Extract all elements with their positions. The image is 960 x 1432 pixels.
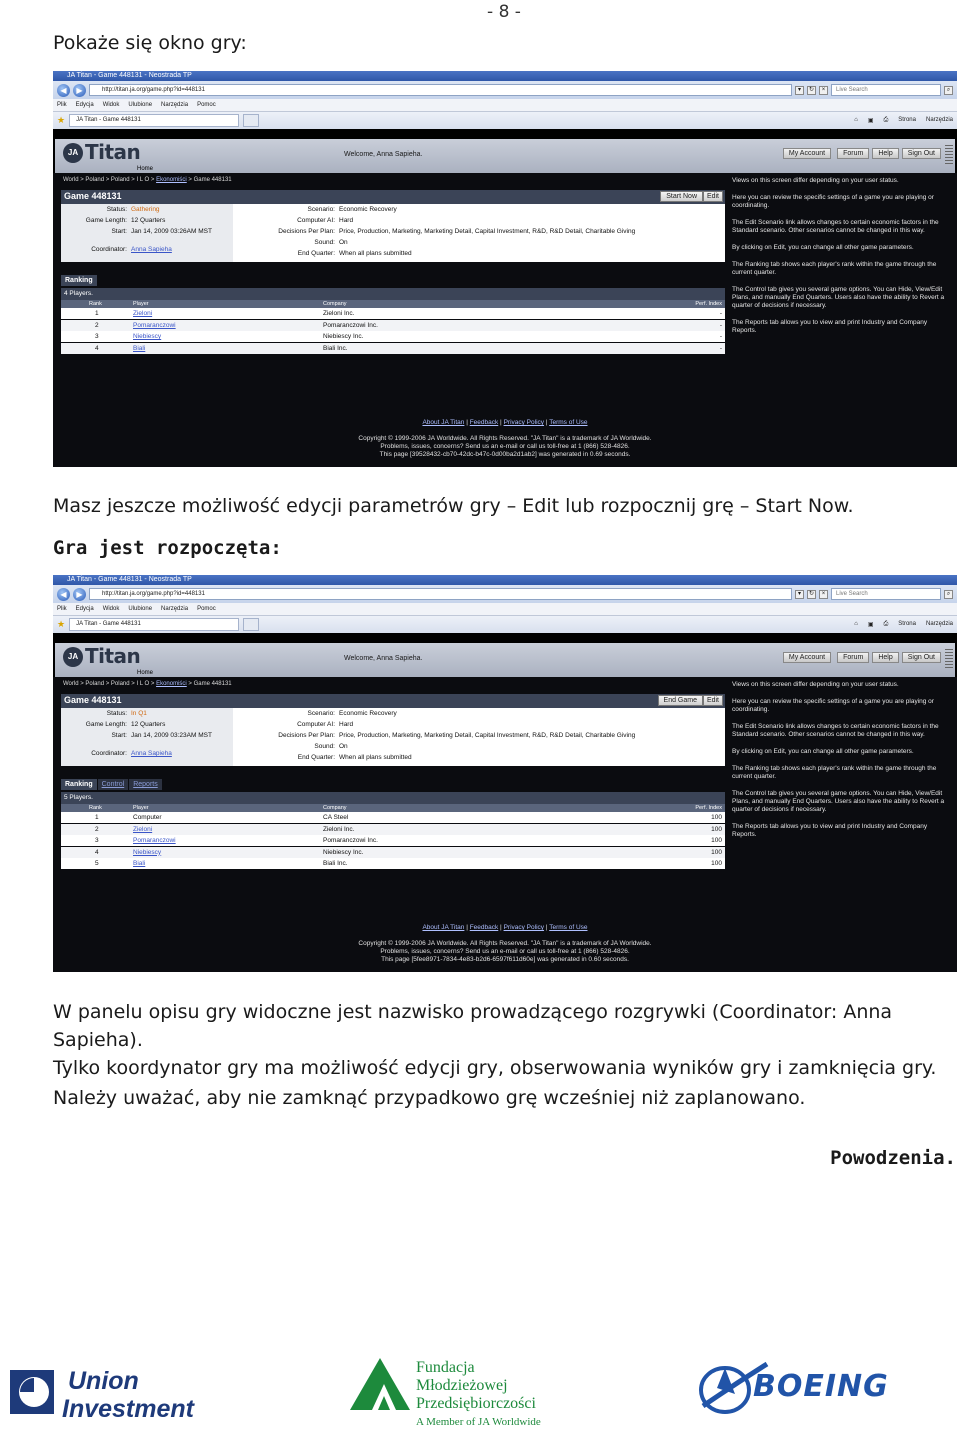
union-investment-logo [6,1362,238,1422]
print-icon[interactable]: ⎙ [883,621,889,627]
breadcrumb-current: > Game 448131 [186,681,232,687]
rank-cell: 3 [95,333,99,340]
game-length-value: 12 Quarters [131,217,166,224]
menu-item[interactable]: Edycja [75,606,94,612]
label-computer-ai: Computer AI: [297,721,335,728]
browser-title: JA Titan - Game 448131 - Neostrada TP [53,575,957,585]
closing-text: Powodzenia. [830,1147,956,1169]
company-cell: Biali Inc. [323,344,348,352]
panel-text: W panelu opisu gry widoczne jest nazwisko prowadzącego rozgrywki (Coordinator: Anna Sapieha). [53,1001,893,1051]
status-value: In Q1 [131,710,147,717]
perf-index-cell: 100 [711,837,722,844]
fund-member: A Member of JA Worldwide [416,1416,541,1428]
players-count: 4 Players. [61,288,725,300]
help-paragraph: Here you can review the specific settings of a game you are playing or coordinating. [732,194,934,209]
player-link[interactable]: Zieloni [133,825,153,833]
table-row[interactable] [61,320,725,331]
address-bar [53,81,957,99]
welcome-text: Welcome, Anna Sapieha. [344,655,423,662]
help-paragraph: By clicking on Edit, you can change all other game parameters. [732,244,914,251]
start-now-button[interactable]: Start Now [660,191,703,202]
table-row[interactable] [61,331,725,342]
table-row[interactable] [61,812,725,823]
ranking-tabs [61,275,97,286]
label-status: Status: [106,206,127,213]
company-cell: Pomaranczowi Inc. [323,837,378,844]
status-value: Gathering [131,206,160,213]
fund-line-1: Fundacja [416,1359,475,1376]
label-start: Start: [111,732,127,739]
label-decisions: Decisions Per Plan: [278,732,335,739]
search-input[interactable]: Live Search [831,588,941,600]
column-header: Company [323,805,347,811]
feeds-icon[interactable]: ▣ [867,118,874,124]
breadcrumb-path: World > Poland > Poland > I L O > [63,681,157,687]
footer-separator: | [464,419,470,426]
company-cell: Niebiescy Inc. [323,848,364,856]
label-end-quarter: End Quarter: [297,250,335,257]
perf-index-cell: 100 [711,848,722,856]
sound-value: On [339,743,348,750]
mid-text: Masz jeszcze możliwość edycji parametrów gry – Edit lub rozpocznij grę – Start Now. [53,495,854,517]
column-header: Perf. Index [695,805,722,811]
rank-cell: 5 [95,860,99,867]
page-footer [53,419,957,459]
screenshot-game-started [53,575,957,972]
header-buttons [783,148,941,159]
forum-button[interactable]: Forum [837,652,869,663]
back-icon[interactable]: ◀ [57,588,70,601]
address-bar [53,585,957,603]
label-sound: Sound: [314,239,335,246]
boeing-word: BOEING [753,1369,889,1404]
end-game-button[interactable]: End Game [658,695,703,706]
label-sound: Sound: [314,743,335,750]
perf-index-cell: - [719,333,722,340]
end-quarter-value: When all plans submitted [339,754,412,761]
player-link: Computer [133,814,162,821]
computer-ai-value: Hard [339,721,354,728]
column-header: Perf. Index [695,301,722,307]
browser-tab[interactable]: JA Titan - Game 448131 [69,114,239,127]
forum-button[interactable]: Forum [837,148,869,159]
decisions-value: Price, Production, Marketing, Marketing Detail, Capital Investment, R&D, R&D Detail, Charitable Giving [339,732,636,739]
game-info-panel [61,708,725,766]
label-computer-ai: Computer AI: [297,217,335,224]
player-link[interactable]: Zieloni [133,310,153,317]
browser-tabs [53,112,957,129]
footer-separator: | [544,924,550,931]
footer-link[interactable]: About JA Titan [422,419,465,426]
help-paragraph: The Control tab gives you several game options. You can Hide, View/Edit Plans, and manually End Quarters. Users also have the ability to Revert a quarter of decisions if necessary. [732,286,945,309]
url-input[interactable]: http://titan.ja.org/game.php?id=448131 [89,588,792,600]
titan-header [55,643,955,677]
breadcrumb-link[interactable]: Ekonomiści [156,681,187,687]
game-started-heading: Gra jest rozpoczęta: [53,537,282,559]
scroll-grip-icon[interactable] [945,649,953,669]
fund-line-2: Młodzieżowej [416,1377,508,1394]
menu-item[interactable]: Edycja [75,102,94,108]
rank-cell: 4 [95,848,99,856]
tab-ranking[interactable]: Ranking [61,779,97,790]
help-paragraph: The Ranking tab shows each player's rank within the game through the current quarter. [732,765,937,780]
new-tab-button[interactable] [243,114,259,127]
label-end-quarter: End Quarter: [297,754,335,761]
menu-item[interactable]: Plik [57,102,67,108]
welcome-text: Welcome, Anna Sapieha. [344,151,423,158]
label-scenario: Scenario: [307,206,335,213]
ranking-header [61,804,725,812]
tools-menu[interactable]: Narzędzia [925,621,953,627]
label-status: Status: [106,710,127,717]
help-paragraph: Views on this screen differ depending on your user status. [732,681,899,688]
table-row[interactable] [61,343,725,354]
stop-icon[interactable]: × [819,86,828,95]
breadcrumb [63,177,232,183]
computer-ai-value: Hard [339,217,354,224]
label-game-length: Game Length: [85,721,127,728]
home-icon[interactable]: ⌂ [854,117,858,123]
menu-item[interactable]: Widok [102,606,120,612]
titan-main [53,173,957,467]
edit-button[interactable]: Edit [703,695,723,706]
column-header: Rank [89,805,102,811]
company-cell: Zieloni Inc. [323,825,355,833]
game-bar [61,190,725,204]
footer-separator: | [498,419,504,426]
rank-cell: 1 [95,310,99,317]
search-icon[interactable]: ⌕ [944,590,953,599]
sign-out-button[interactable]: Sign Out [902,148,941,159]
label-decisions: Decisions Per Plan: [278,228,335,235]
titan-logo[interactable] [63,140,155,172]
menu-item[interactable]: Plik [57,606,67,612]
stop-icon[interactable]: × [819,590,828,599]
column-header: Player [133,301,149,307]
ja-logo-circle: JA [63,143,83,163]
fundacja-emblem [350,1356,565,1428]
help-paragraph: Here you can review the specific settings of a game you are playing or coordinating. [732,698,934,713]
forward-icon[interactable]: ▶ [73,84,86,97]
fund-line-3: Przedsiębiorczości [416,1395,536,1412]
table-row[interactable] [61,824,725,835]
help-button[interactable]: Help [872,652,898,663]
my-account-button[interactable]: My Account [783,652,831,663]
help-sidebar [732,681,947,848]
help-paragraph: The Edit Scenario link allows changes to certain economic factors in the Standard scenario. Other scenarios cannot be changed in this way. [732,219,939,234]
tab-reports[interactable]: Reports [129,779,162,790]
end-quarter-value: When all plans submitted [339,250,412,257]
help-paragraph: By clicking on Edit, you can change all other game parameters. [732,748,914,755]
company-cell: CA Steel [323,814,349,821]
footer-link[interactable]: Feedback [469,924,499,931]
refresh-icon[interactable]: ↻ [808,590,815,597]
investment-word: Investment [62,1395,194,1422]
home-link[interactable]: Home [137,670,154,676]
titan-header [55,139,955,173]
menu-item[interactable]: Ulubione [128,102,153,108]
page-menu[interactable]: Strona [898,117,916,123]
label-coordinator: Coordinator: [91,750,127,757]
help-paragraph: The Reports tab allows you to view and print Industry and Company Reports. [732,319,928,334]
favorites-icon[interactable]: ★ [57,619,66,629]
boeing-logo [695,1358,945,1418]
company-cell: Biali Inc. [323,860,348,867]
menu-item[interactable]: Pomoc [197,102,216,108]
intro-text: Pokaże się okno gry: [53,32,247,54]
footer-link[interactable]: About JA Titan [422,924,465,931]
footer-separator: | [464,924,470,931]
boeing-emblem [695,1358,945,1418]
my-account-button[interactable]: My Account [783,148,831,159]
help-sidebar [732,177,947,344]
help-paragraph: Views on this screen differ depending on your user status. [732,177,899,184]
help-paragraph: The Reports tab allows you to view and print Industry and Company Reports. [732,823,928,838]
home-icon[interactable]: ⌂ [854,621,858,627]
titan-logo-text: Titan [85,644,141,668]
edit-button[interactable]: Edit [703,191,723,202]
rank-cell: 1 [95,814,99,821]
page-number: - 8 - [487,2,521,22]
feeds-icon[interactable]: ▣ [867,622,874,628]
footer-line: Copyright © 1999-2006 JA Worldwide. All Rights Reserved. "JA Titan" is a trademark of JA Worldwide. [358,940,652,947]
sound-value: On [339,239,348,246]
page-footer [53,924,957,964]
game-title: Game 448131 [64,695,122,705]
scenario-value: Economic Recovery [339,710,397,717]
rank-cell: 2 [95,321,99,329]
game-title: Game 448131 [64,191,122,201]
rank-cell: 2 [95,825,99,833]
forward-icon[interactable]: ▶ [73,588,86,601]
perf-index-cell: - [719,310,722,317]
perf-index-cell: 100 [711,860,722,867]
ja-logo-circle: JA [63,647,83,667]
tab-control[interactable]: Control [98,779,129,790]
table-row[interactable] [61,308,725,319]
titan-main [53,677,957,972]
help-button[interactable]: Help [872,148,898,159]
print-icon[interactable]: ⎙ [883,117,889,123]
search-icon[interactable]: ⌕ [944,86,953,95]
browser-tab[interactable]: JA Titan - Game 448131 [69,618,239,631]
menu-item[interactable]: Pomoc [197,606,216,612]
table-row[interactable] [61,858,725,869]
favorites-icon[interactable]: ★ [57,115,66,125]
player-link[interactable]: Pomaranczowi [133,321,176,329]
footer-link[interactable]: Terms of Use [549,924,588,931]
perf-index-cell: - [719,321,722,329]
menu-item[interactable]: Narzędzia [161,102,189,108]
footer-separator: | [498,924,504,931]
dropdown-icon[interactable]: ▾ [795,590,804,599]
footer-line: Problems, issues, concerns? Send us an e-mail or call us toll-free at 1 (866) 528-4826. [380,443,630,450]
back-icon[interactable]: ◀ [57,84,70,97]
perf-index-cell: 100 [711,825,722,833]
players-count: 5 Players. [61,792,725,804]
home-link[interactable]: Home [137,166,154,172]
company-cell: Zieloni Inc. [323,310,355,317]
browser-toolbar [854,621,953,628]
footer-link[interactable]: Privacy Policy [503,419,545,426]
perf-index-cell: 100 [711,814,722,821]
menu-item[interactable]: Narzędzia [161,606,189,612]
perf-index-cell: - [719,344,722,352]
game-length-value: 12 Quarters [131,721,166,728]
help-paragraph: The Edit Scenario link allows changes to certain economic factors in the Standard scenario. Other scenarios cannot be changed in this way. [732,723,939,738]
browser-toolbar [854,117,953,124]
start-value: Jan 14, 2009 03:26AM MST [131,228,212,235]
screenshot-game-gathering [53,71,957,467]
generated-line: This page [39528432-cb70-42dc-b47c-0d00ba2d1ab2] was generated in 0.69 seconds. [379,451,631,458]
footer-line: Problems, issues, concerns? Send us an e-mail or call us toll-free at 1 (866) 528-4826. [380,948,630,955]
label-start: Start: [111,228,127,235]
help-paragraph: The Control tab gives you several game options. You can Hide, View/Edit Plans, and manually End Quarters. Users also have the ability to Revert a quarter of decisions if necessary. [732,790,945,813]
union-investment-emblem [6,1362,238,1422]
company-cell: Niebiescy Inc. [323,333,364,340]
browser-menu [53,99,957,112]
coordinator-text: Tylko koordynator gry ma możliwość edycji gry, obserwowania wyników gry i zamknięcia gry. [53,1057,937,1079]
page-menu[interactable]: Strona [898,621,916,627]
decisions-value: Price, Production, Marketing, Marketing Detail, Capital Investment, R&D, R&D Detail, Charitable Giving [339,228,636,235]
player-link[interactable]: Biali [133,860,146,867]
union-word: Union [68,1367,139,1395]
tools-menu[interactable]: Narzędzia [925,117,953,123]
browser-menu [53,603,957,616]
browser-title: JA Titan - Game 448131 - Neostrada TP [53,71,957,81]
table-row[interactable] [61,835,725,846]
ranking-tabs [61,779,162,790]
scenario-value: Economic Recovery [339,206,397,213]
game-bar [61,694,725,708]
player-link[interactable]: Pomaranczowi [133,837,176,844]
help-paragraph: The Ranking tab shows each player's rank within the game through the current quarter. [732,261,937,276]
search-input[interactable]: Live Search [831,84,941,96]
menu-item[interactable]: Ulubione [128,606,153,612]
label-coordinator: Coordinator: [91,246,127,253]
label-game-length: Game Length: [85,217,127,224]
generated-line: This page [5fee8971-7834-4e83-b2d6-6597f611d60e] was generated in 0.60 seconds. [381,956,629,963]
viewport-gap [53,633,957,643]
header-buttons [783,652,941,663]
breadcrumb-current: > Game 448131 [186,177,232,183]
rank-cell: 4 [95,344,99,352]
breadcrumb [63,681,232,687]
company-cell: Pomaranczowi Inc. [323,321,378,329]
menu-item[interactable]: Widok [102,102,120,108]
url-input[interactable]: http://titan.ja.org/game.php?id=448131 [89,84,792,96]
footer-line: Copyright © 1999-2006 JA Worldwide. All Rights Reserved. "JA Titan" is a trademark of JA Worldwide. [358,435,652,442]
column-header: Rank [89,301,102,307]
rank-cell: 3 [95,837,99,844]
browser-tabs [53,616,957,633]
coordinator-link[interactable]: Anna Sapieha [131,750,172,757]
tab-ranking[interactable]: Ranking [61,275,97,286]
warning-text: Należy uważać, aby nie zamknąć przypadkowo grę wcześniej niż zaplanowano. [53,1087,806,1109]
footer-link[interactable]: Terms of Use [549,419,588,426]
breadcrumb-path: World > Poland > Poland > I L O > [63,177,157,183]
label-scenario: Scenario: [307,710,335,717]
viewport-gap [53,129,957,139]
table-row[interactable] [61,847,725,858]
footer-link[interactable]: Privacy Policy [503,924,545,931]
coordinator-link[interactable]: Anna Sapieha [131,246,172,253]
sign-out-button[interactable]: Sign Out [902,652,941,663]
dropdown-icon[interactable]: ▾ [795,86,804,95]
game-info-panel [61,204,725,262]
footer-links [53,924,957,932]
scroll-grip-icon[interactable] [945,145,953,165]
footer-links [53,419,957,427]
refresh-icon[interactable]: ↻ [808,86,815,93]
ranking-header [61,300,725,308]
column-header: Company [323,301,347,307]
player-link[interactable]: Niebiescy [133,333,162,340]
player-link[interactable]: Biali [133,344,146,352]
titan-logo-text: Titan [85,140,141,164]
footer-link[interactable]: Feedback [469,419,499,426]
breadcrumb-link[interactable]: Ekonomiści [156,177,187,183]
new-tab-button[interactable] [243,618,259,631]
start-value: Jan 14, 2009 03:23AM MST [131,732,212,739]
footer-separator: | [544,419,550,426]
fundacja-logo [350,1356,565,1428]
player-link[interactable]: Niebiescy [133,848,162,856]
titan-logo[interactable] [63,644,155,676]
column-header: Player [133,805,149,811]
